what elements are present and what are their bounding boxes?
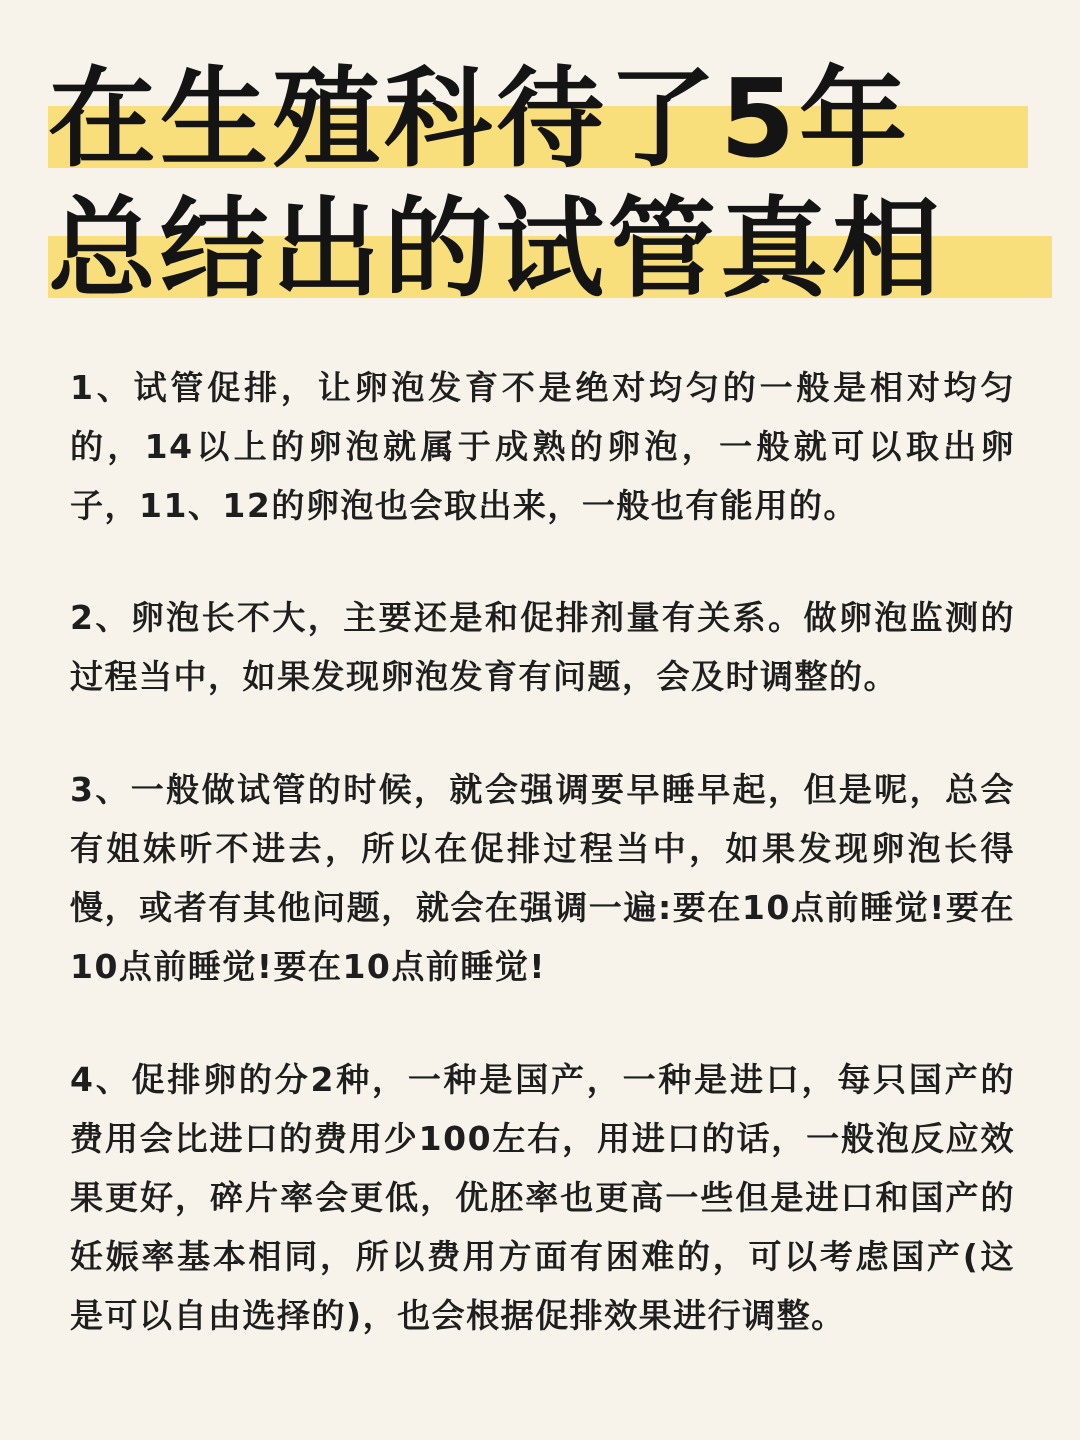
paragraph-1: 1、试管促排，让卵泡发育不是绝对均匀的一般是相对均匀的，14以上的卵泡就属于成熟的卵泡，一般就可以取出卵子，11、12的卵泡也会取出来，一般也有能用的。 xyxy=(70,368,1015,525)
title-line-1 xyxy=(48,57,912,182)
paragraph-3: 3、一般做试管的时候，就会强调要早睡早起，但是呢，总会有姐妹听不进去，所以在促排过程当中，如果发现卵泡长得慢，或者有其他问题，就会在强调一遍:要在10点前睡觉!要在 10点前睡觉!要在10点前睡觉! xyxy=(70,770,1015,986)
page-title: 在生殖科待了5年 xyxy=(48,57,912,182)
paragraph-2: 2、卵泡长不大，主要还是和促排剂量有关系。做卵泡监测的过程当中，如果发现卵泡发育有问题，会及时调整的。 xyxy=(70,598,1015,696)
page-subtitle: 总结出的试管真相 xyxy=(48,187,945,312)
title-line-2 xyxy=(48,187,945,312)
paragraph-4: 4、促排卵的分2种，一种是国产，一种是进口，每只国产的费用会比进口的费用少100左右，用进口的话，一般泡反应效果更好，碎片率会更低，优胚率也更高一些但是进口和国产的妊娠率基本相同，所以费用方面有困难的，可以考虑国产(这是可以自由选择的)，也会根据促排效果进行调整。 xyxy=(70,1060,1015,1335)
